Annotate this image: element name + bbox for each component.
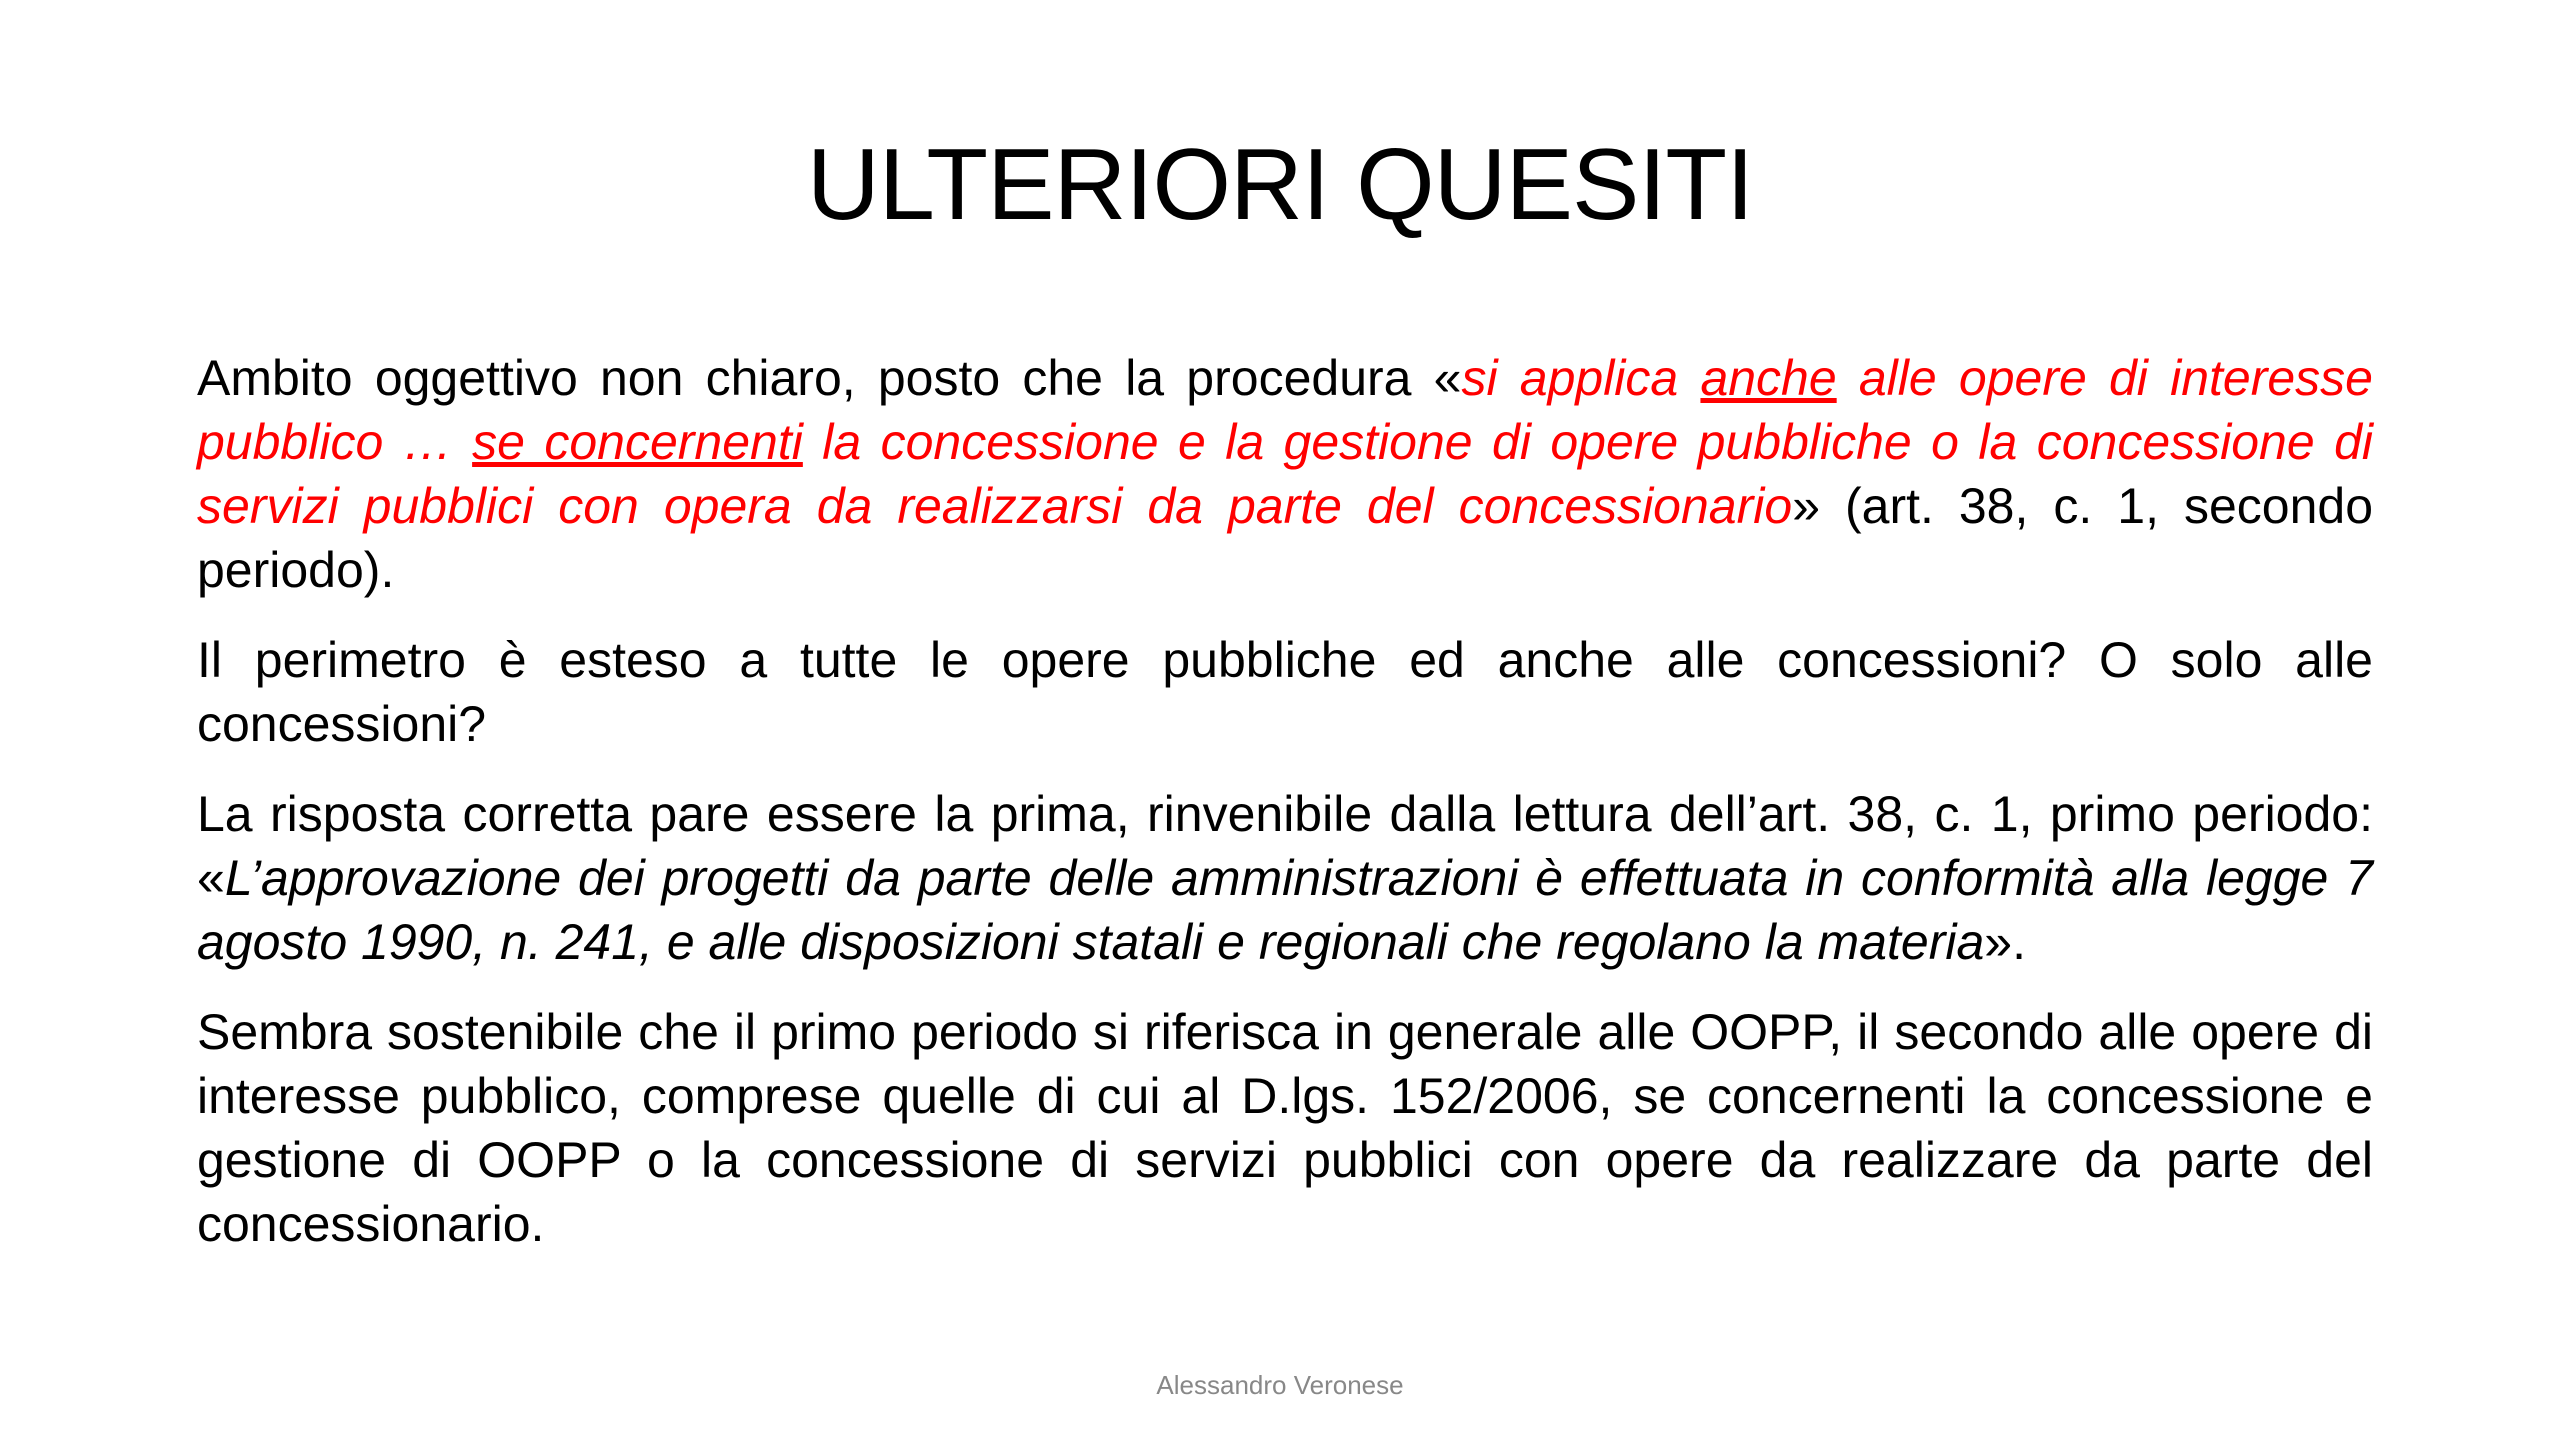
p3-text-b: ». — [1984, 914, 2026, 970]
p1-quote-b: alle opere di interesse pubblico … — [197, 350, 2373, 470]
p1-quote-a: si applica — [1461, 350, 1701, 406]
slide-body — [197, 346, 2373, 1282]
footer-author: Alessandro Veronese — [1156, 1370, 1404, 1400]
paragraph-sembra: Sembra sostenibile che il primo periodo si riferisca in generale alle OOPP, il secondo alle opere di interesse pubblico, comprese quelle di cui al D.lgs. 152/2006, se concernenti la concessione e gestione di OOPP o la concessione di servizi pubblici con opere da realizzare da parte del concessionario. — [197, 1004, 2373, 1252]
slide-title: ULTERIORI QUESITI — [806, 129, 1754, 241]
p3-quote: L’approvazione dei progetti da parte delle amministrazioni è effettuata in conformità alla legge 7 agosto 1990, n. 241, e alle disposizioni statali e regionali che regolano la materia — [197, 850, 2373, 970]
p1-quote-se-concernenti: se concernenti — [472, 414, 803, 470]
p1-text-b: » (art. 38, c. 1, secondo periodo). — [197, 478, 2373, 598]
paragraph-ambito — [197, 346, 2373, 602]
paragraph-perimetro: Il perimetro è esteso a tutte le opere pubbliche ed anche alle concessioni? O solo alle concessioni? — [197, 632, 2373, 752]
p1-quote-c: la concessione e la gestione di opere pubbliche o la concessione di servizi pubblici con opera da realizzarsi da parte del concessionario — [197, 414, 2373, 534]
p3-text-a: La risposta corretta pare essere la prima, rinvenibile dalla lettura dell’art. 38, c. 1, primo periodo: « — [197, 786, 2373, 906]
p1-text-a: Ambito oggettivo non chiaro, posto che la procedura « — [197, 350, 1462, 406]
paragraph-risposta — [197, 782, 2373, 974]
p1-quote-anche: anche — [1700, 350, 1837, 406]
